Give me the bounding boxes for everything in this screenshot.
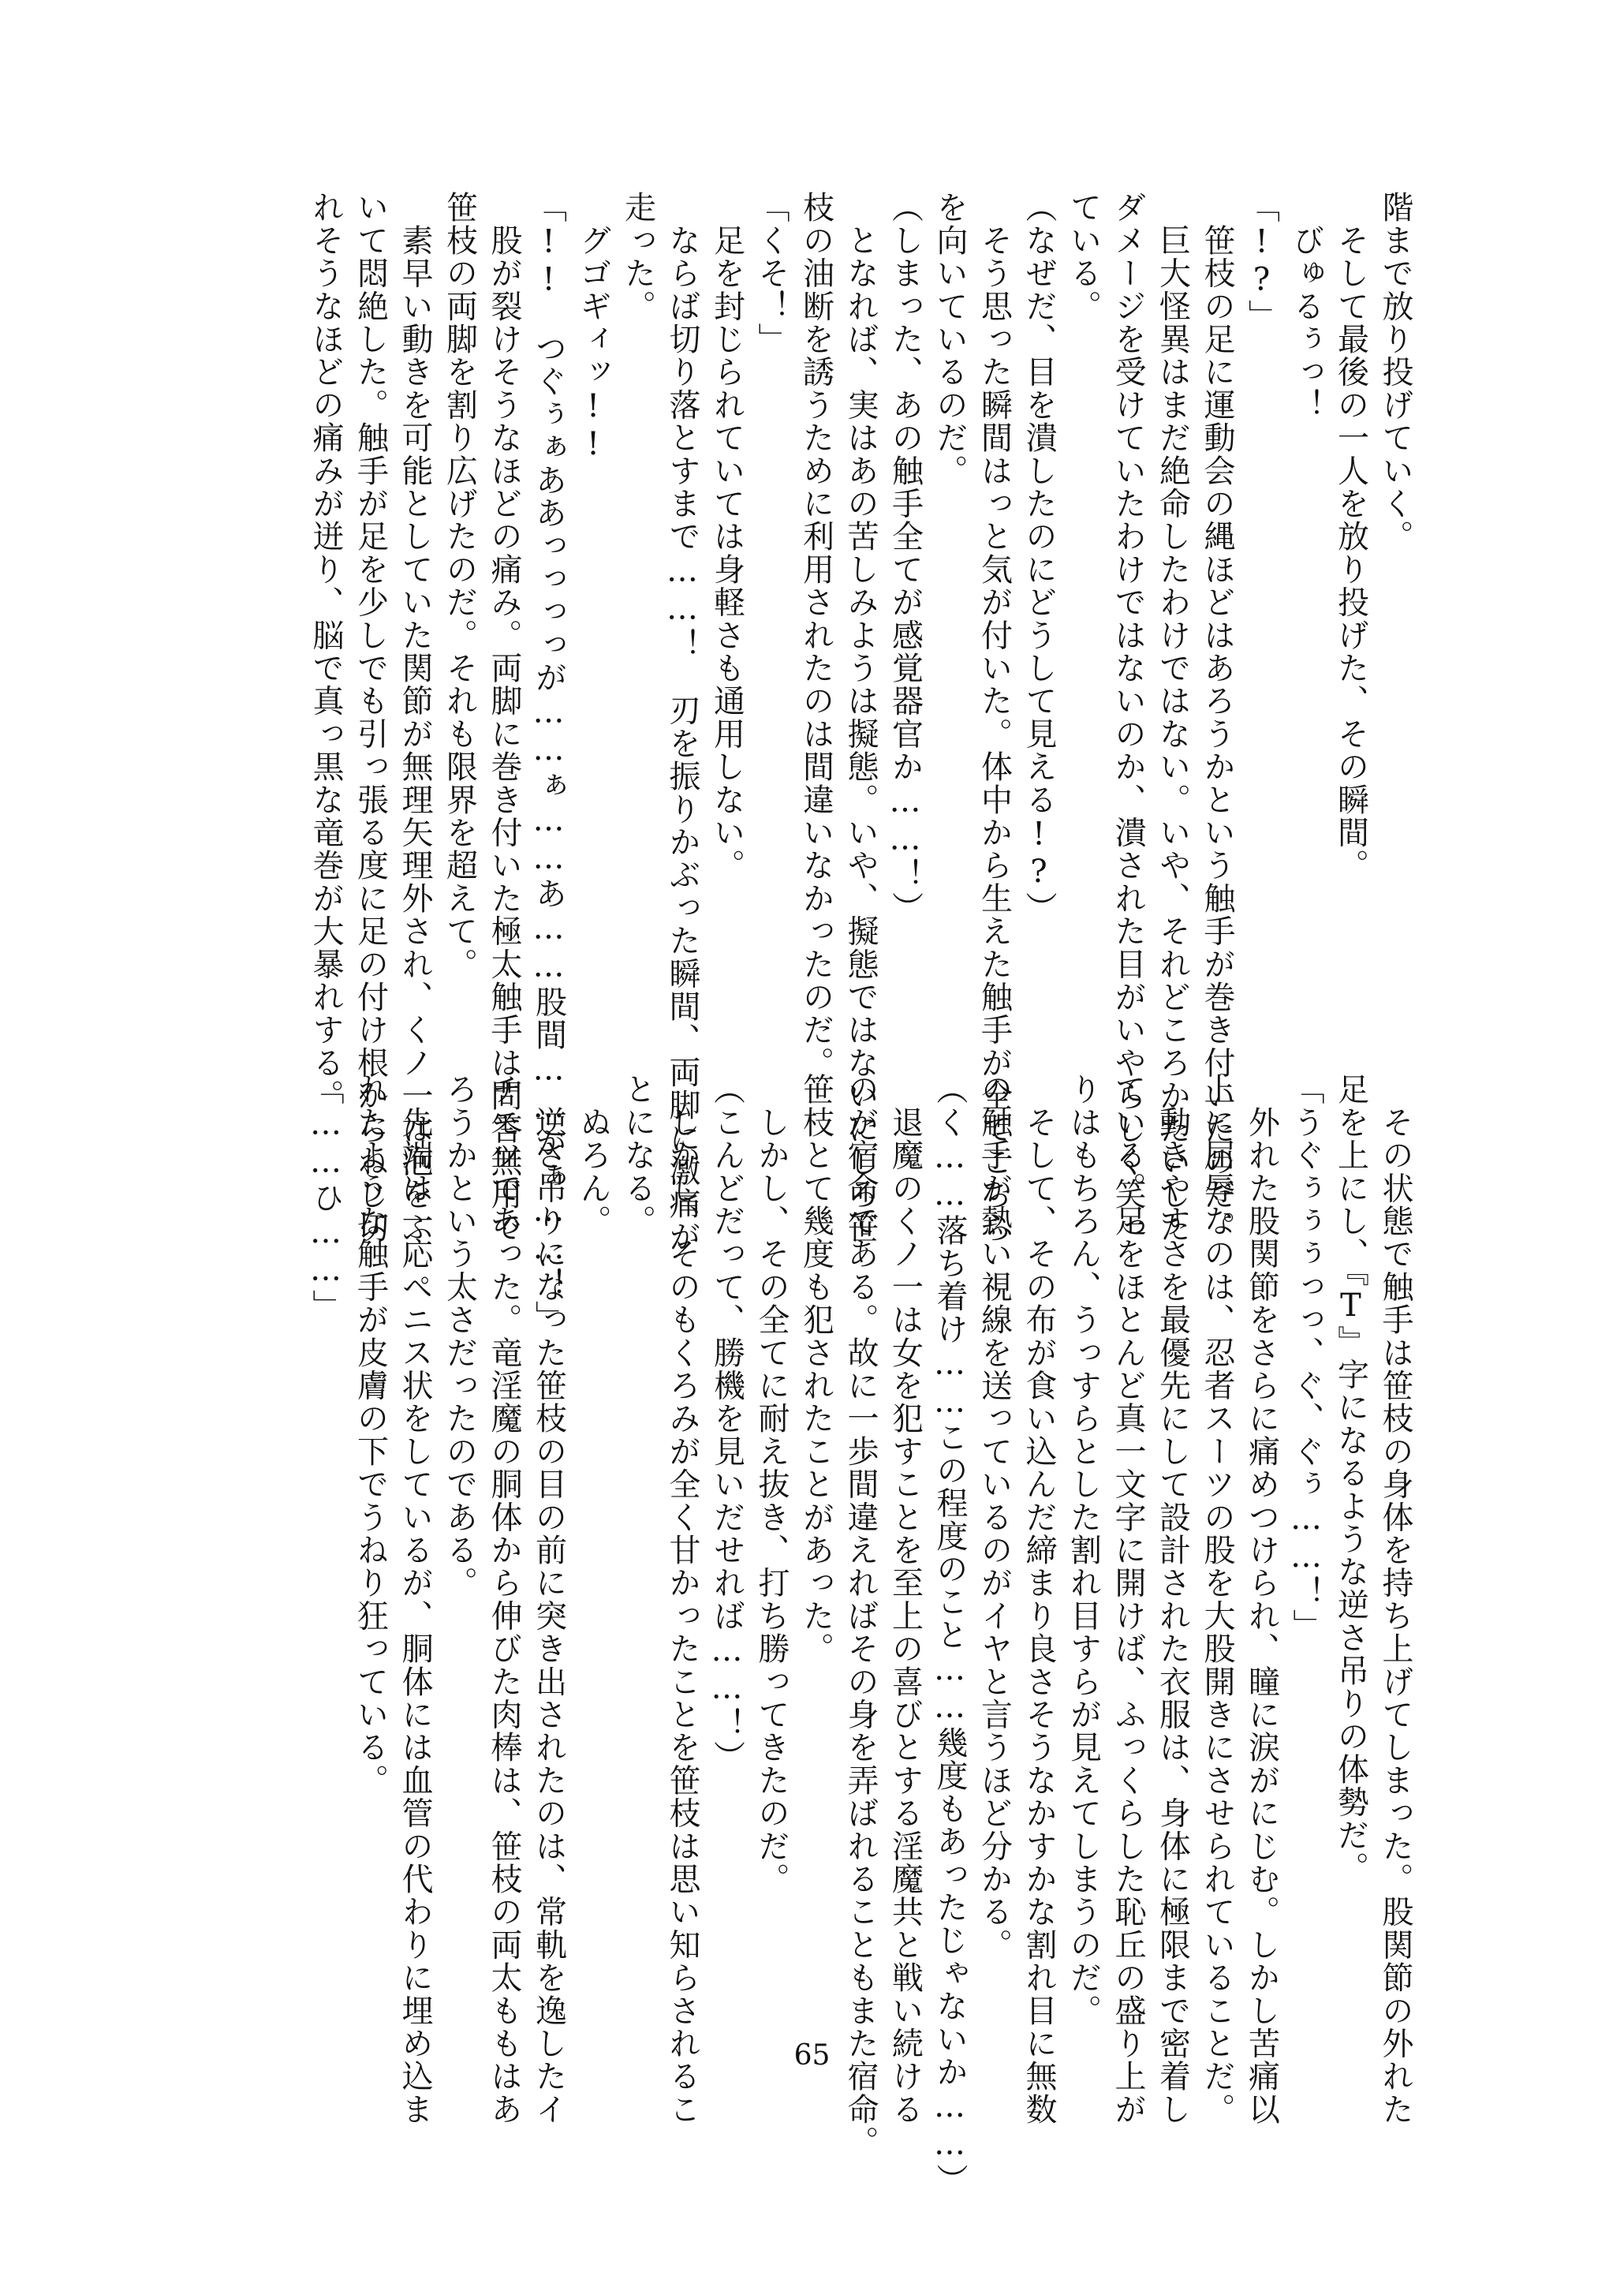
text-line: 足を封じられていては身軽さも通用しない。 [708,191,745,882]
text-line: 枝の油断を誘うために利用されたのは間違いなかったのだ。 [797,191,834,1079]
text-line: 退魔のくノ一は女を犯すことを至上の喜びとする淫魔共と戦い続ける [887,1073,924,2126]
text-line: ろうかという太さだったのである。 [441,1073,478,1600]
text-line: しかし、そのもくろみが全く甘かったことを笹枝は思い知らされるこ [664,1073,700,2126]
text-line: ダメージを受けていたわけではないのか、潰された目がいやらしく笑っ [1110,191,1146,1244]
text-line: 外れた股関節をさらに痛めつけられ、瞳に涙がにじむ。しかし苦痛以 [1243,1073,1280,2126]
text-line: 「うぐぅぅぅっっ、ぐ、ぐぅ……！」 [1288,1073,1324,1642]
page-number: 65 [793,2039,831,2072]
text-line: 逆さ吊りになった笹枝の目の前に突き出されたのは、常軌を逸したイ [530,1073,567,2126]
text-line: 足を上にし、『T』字になるような逆さ吊りの体勢だ。 [1332,1073,1369,1885]
text-line: しかし、その全てに耐え抜き、打ち勝ってきたのだ。 [753,1073,790,1896]
text-line: （しまった、あの触手全てが感覚器官か……！） [887,191,924,925]
text-line: 階まで放り投げていく。 [1377,191,1413,553]
text-line: 「……ひ……」 [308,1073,344,1322]
text-line: 笹枝の足に運動会の縄ほどはあろうかという触手が巻き付いたのだ。 [1199,191,1235,1244]
text-line: れたような触手が皮膚の下でうねり狂っている。 [352,1073,389,1797]
text-line: 股が裂けそうなほどの痛み。両脚に巻き付いた極太触手は問答無用で [486,191,522,1244]
text-line: ならば切り落とすまで……！ 刃を振りかぶった瞬間、両脚に激痛が [664,191,700,1254]
text-line: のが宿命である。故に一歩間違えればその身を弄ばれることもまた宿命。 [842,1073,879,2159]
text-line: 「!?」 [1243,191,1280,332]
text-line: （く……落ち着け……この程度のこと……幾度もあったじゃないか……） [931,1073,968,2197]
text-line: チモツであった。竜淫魔の胴体から伸びた肉棒は、笹枝の両太ももはあ [486,1073,522,2126]
text-line: 笹枝とて幾度も犯されたことがあった。 [797,1073,834,1665]
text-line: 素早い動きを可能としていた関節が無理矢理外され、くノ一は泡をふ [397,191,433,1244]
text-line: グゴギィッ!! [575,191,611,464]
text-line: ている。 [1065,191,1102,323]
text-line: びゅるぅっ！ [1288,191,1324,421]
text-line: を向いているのだ。 [931,191,968,488]
text-line: 動きやすさを最優先にして設計された衣服は、身体に極限まで密着し [1154,1073,1191,2126]
text-line: とになる。 [619,1073,656,1238]
text-line: 巨大怪異はまだ絶命したわけではない。いや、それどころかたいした [1154,191,1191,1244]
text-line: ぬろん。 [575,1073,611,1238]
text-line: 笹枝の両脚を割り広げたのだ。それも限界を超えて。 [441,191,478,981]
text-line: れそうなほどの痛みが迸り、脳で真っ黒な竜巻が大暴れする。 [308,191,344,1112]
text-line: 「!! つぐぅぁああっっっっが……ぁ……あ……股間……がぁ……！」 [530,191,567,1334]
text-line: いて悶絶した。触手が足を少しでも引っ張る度に足の付け根からねじ切 [352,191,389,1244]
text-line: 走った。 [619,191,656,323]
text-line: そう思った瞬間はっと気が付いた。体中から生えた触手が全てこちら [976,191,1013,1244]
text-line: 「くそ！」 [753,191,790,356]
text-line: （こんどだって、勝機を見いだせれば……！） [708,1073,745,1773]
text-line: そして最後の一人を放り投げた、その瞬間。 [1332,191,1369,882]
text-line: 先端は一応ペニス状をしているが、胴体には血管の代わりに埋め込ま [397,1073,433,2126]
text-line: 上に屈辱なのは、忍者スーツの股を大股開きにさせられていることだ。 [1199,1073,1235,2126]
text-line: りはもちろん、うっすらとした割れ目すらが見えてしまうのだ。 [1065,1073,1102,2027]
text-line: となれば、実はあの苦しみようは擬態。いや、擬態ではないにしろ笹 [842,191,879,1244]
text-line: そして、その布が食い込んだ締まり良さそうなかすかな割れ目に無数 [1021,1073,1057,2126]
text-line: ている。足をほとんど真一文字に開けば、ふっくらした恥丘の盛り上が [1110,1073,1146,2126]
text-line: その状態で触手は笹枝の身体を持ち上げてしまった。股関節の外れた [1377,1073,1413,2126]
text-line: （なぜだ、目を潰したのにどうして見える!?） [1021,191,1057,925]
text-line: の触手が熱い視線を送っているのがイヤと言うほど分かる。 [976,1073,1013,1961]
